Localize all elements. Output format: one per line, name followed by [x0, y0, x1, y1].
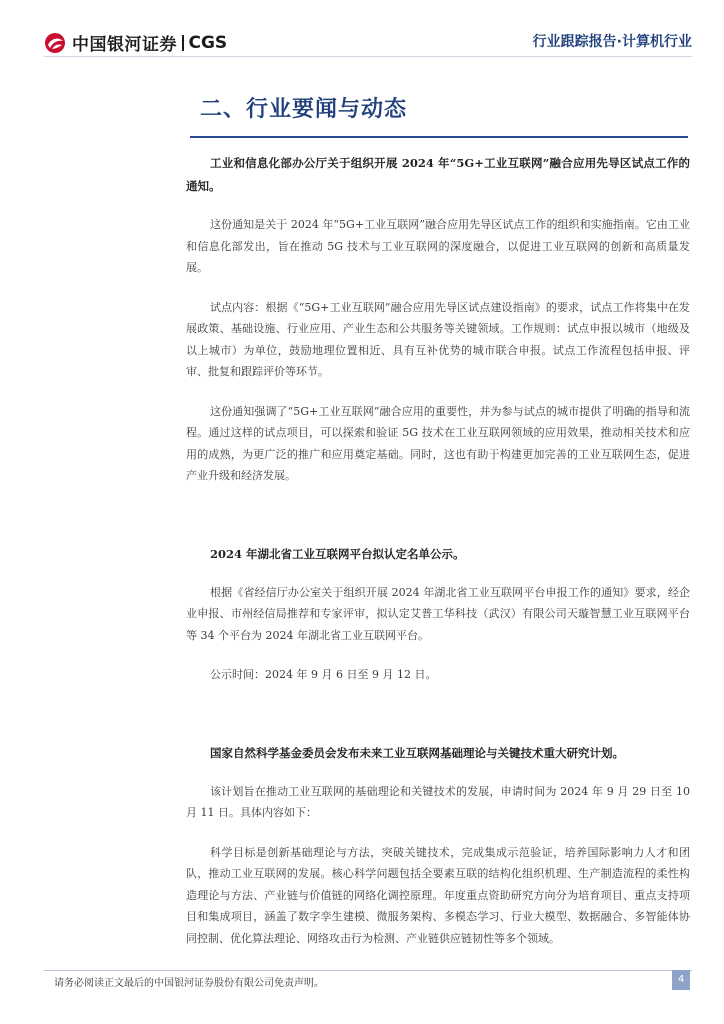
report-type-label: 行业跟踪报告·计算机行业: [532, 34, 692, 50]
footer-divider: [44, 970, 692, 971]
logo-divider: [182, 35, 184, 51]
news-paragraph: 科学目标是创新基础理论与方法，突破关键技术，完成集成示范验证，培养国际影响力人才和团队，推动工业互联网的发展。核心科学问题包括全要素互联的结构化组织机理、生产制造流程的柔性构造理论与方法、产业链与价值链的网络化调控原理。年度重点资助研究方向分为培育项目、重点支持项目和集成项目，涵盖了数字孪生建模、微服务架构、多模态学习、行业大模型、数据融合、多智能体协同控制、优化算法理论、网络攻击行为检测、产业链供应链韧性等多个领域。: [186, 845, 690, 945]
news-paragraph: 公示时间：2024 年 9 月 6 日至 9 月 12 日。: [210, 668, 437, 681]
news-title: 2024 年湖北省工业互联网平台拟认定名单公示。: [210, 546, 465, 561]
main-content: [186, 152, 690, 1005]
news-paragraph: 试点内容：根据《“5G+工业互联网”融合应用先导区试点建设指南》的要求，试点工作将集中在发展政策、基础设施、行业应用、产业生态和公共服务等关键领域。工作规则：试点申报以城市（地级及以上城市）为单位，鼓励地理位置相近、具有互补优势的城市联合申报。试点工作流程包括申报、评审、批复和跟踪评价等环节。: [186, 300, 690, 378]
news-item: [186, 543, 690, 686]
news-paragraph: 这份通知是关于 2024 年“5G+工业互联网”融合应用先导区试点工作的组织和实施指南。它由工业和信息化部发出，旨在推动 5G 技术与工业互联网的深度融合，以促进工业互联网的创新和高质量发展。: [186, 218, 690, 274]
page-header: [0, 0, 724, 60]
news-item: [186, 742, 690, 950]
news-title: 国家自然科学基金委员会发布未来工业互联网基础理论与关键技术重大研究计划。: [210, 745, 624, 760]
galaxy-logo-icon: [44, 32, 66, 54]
logo-chinese-name: 中国银河证券: [72, 35, 177, 55]
page-number: 4: [672, 970, 690, 990]
disclaimer-text: 请务必阅读正文最后的中国银河证券股份有限公司免责声明。: [54, 978, 324, 989]
header-divider: [44, 56, 692, 57]
logo-english-name: CGS: [188, 32, 228, 53]
news-item: [186, 152, 690, 487]
news-title: 工业和信息化部办公厅关于组织开展 2024 年“5G+工业互联网”融合应用先导区试点工作的通知。: [186, 156, 690, 193]
company-logo: [44, 30, 227, 55]
news-paragraph: 该计划旨在推动工业互联网的基础理论和关键技术的发展，申请时间为 2024 年 9 月 29 日至 10 月 11 日。具体内容如下：: [186, 784, 690, 819]
news-paragraph: 这份通知强调了“5G+工业互联网”融合应用的重要性，并为参与试点的城市提供了明确的指导和流程。通过这样的试点项目，可以探索和验证 5G 技术在工业互联网领域的应用效果，推动相关技术和应用的成熟，为更广泛的推广和应用奠定基础。同时，这也有助于构建更加完善的工业互联网生态，促进产业升级和经济发展。: [186, 404, 690, 482]
section-divider: [190, 136, 688, 138]
news-paragraph: 根据《省经信厅办公室关于组织开展 2024 年湖北省工业互联网平台申报工作的通知》要求，经企业申报、市州经信局推荐和专家评审，拟认定艾普工华科技（武汉）有限公司天璇智慧工业互联网平台等 34 个平台为 2024 年湖北省工业互联网平台。: [186, 585, 690, 642]
section-title: 二、行业要闻与动态: [200, 97, 408, 122]
